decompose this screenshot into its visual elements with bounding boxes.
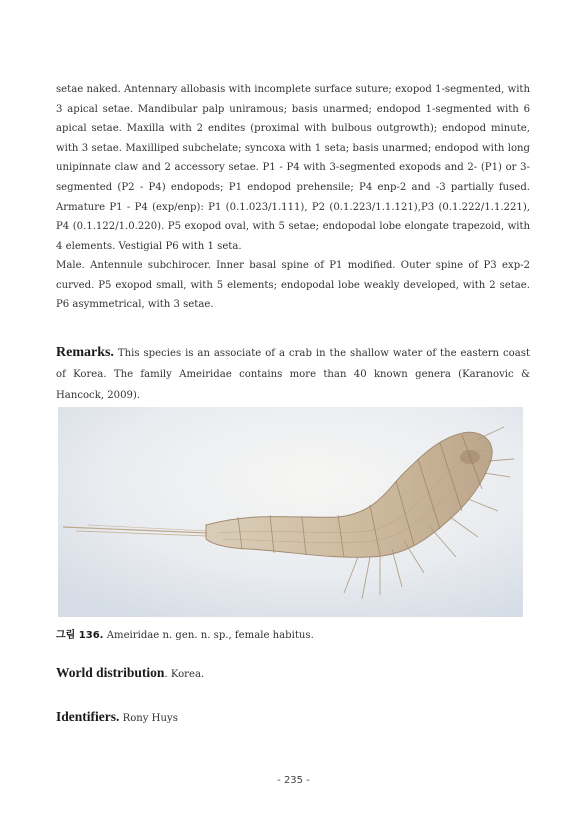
- figure-label: 그림 136.: [56, 630, 104, 641]
- description-paragraph: setae naked. Antennary allobasis with incomplete surface suture; exopod 1-segmented, with 3 apical setae. Mandibular palp uniramous; basis unarmed; endopod 1-segmented with 6 apical setae. Maxilla with 2 endites (proximal with bulbous outgrowth); endopod minute, with 3 setae. Maxilliped subchelate; syncoxa with 1 seta; basis unarmed; endopod with long unipinnate claw and 2 accessory setae. P1 - P4 with 3-segmented exopods and 2- (P1) or 3-segmented (P2 - P4) endopods; P1 endopod prehensile; P4 enp-2 and -3 partially fused. Armature P1 - P4 (exp/enp): P1 (0.1.023/1.111), P2 (0.1.223/1.1.121),P3 (0.1.222/1.1.221), P4 (0.1.122/1.0.220). P5 exopod oval, with 5 setae; endopodal lobe elongate trapezoid, with 4 elements. Vestigial P6 with 1 seta.: [56, 84, 530, 252]
- figure-caption-text: Ameiridae n. gen. n. sp., female habitus.: [106, 630, 314, 641]
- world-distribution-heading: World distribution: [56, 665, 165, 680]
- remarks-section: [56, 342, 530, 406]
- page-number: - 235 -: [277, 775, 310, 786]
- specimen-photo: [58, 407, 523, 617]
- world-distribution-section: [56, 665, 204, 681]
- remarks-text: This species is an associate of a crab in the shallow water of the eastern coast of Korea. The family Ameiridae contains more than 40 known genera (Karanovic & Hancock, 2009).: [56, 348, 530, 401]
- identifiers-text: Rony Huys: [122, 713, 178, 724]
- figure-caption: [56, 626, 314, 641]
- identifiers-section: [56, 709, 178, 725]
- identifiers-heading: Identifiers.: [56, 709, 120, 724]
- remarks-heading: Remarks.: [56, 345, 114, 360]
- male-description-paragraph: Male. Antennule subchirocer. Inner basal spine of P1 modified. Outer spine of P3 exp-2 curved. P5 exopod small, with 5 elements; endopodal lobe weakly developed, with 2 setae. P6 asymmetrical, with 3 setae.: [56, 260, 530, 311]
- copepod-micrograph: [58, 407, 523, 617]
- world-distribution-text: . Korea.: [164, 669, 205, 680]
